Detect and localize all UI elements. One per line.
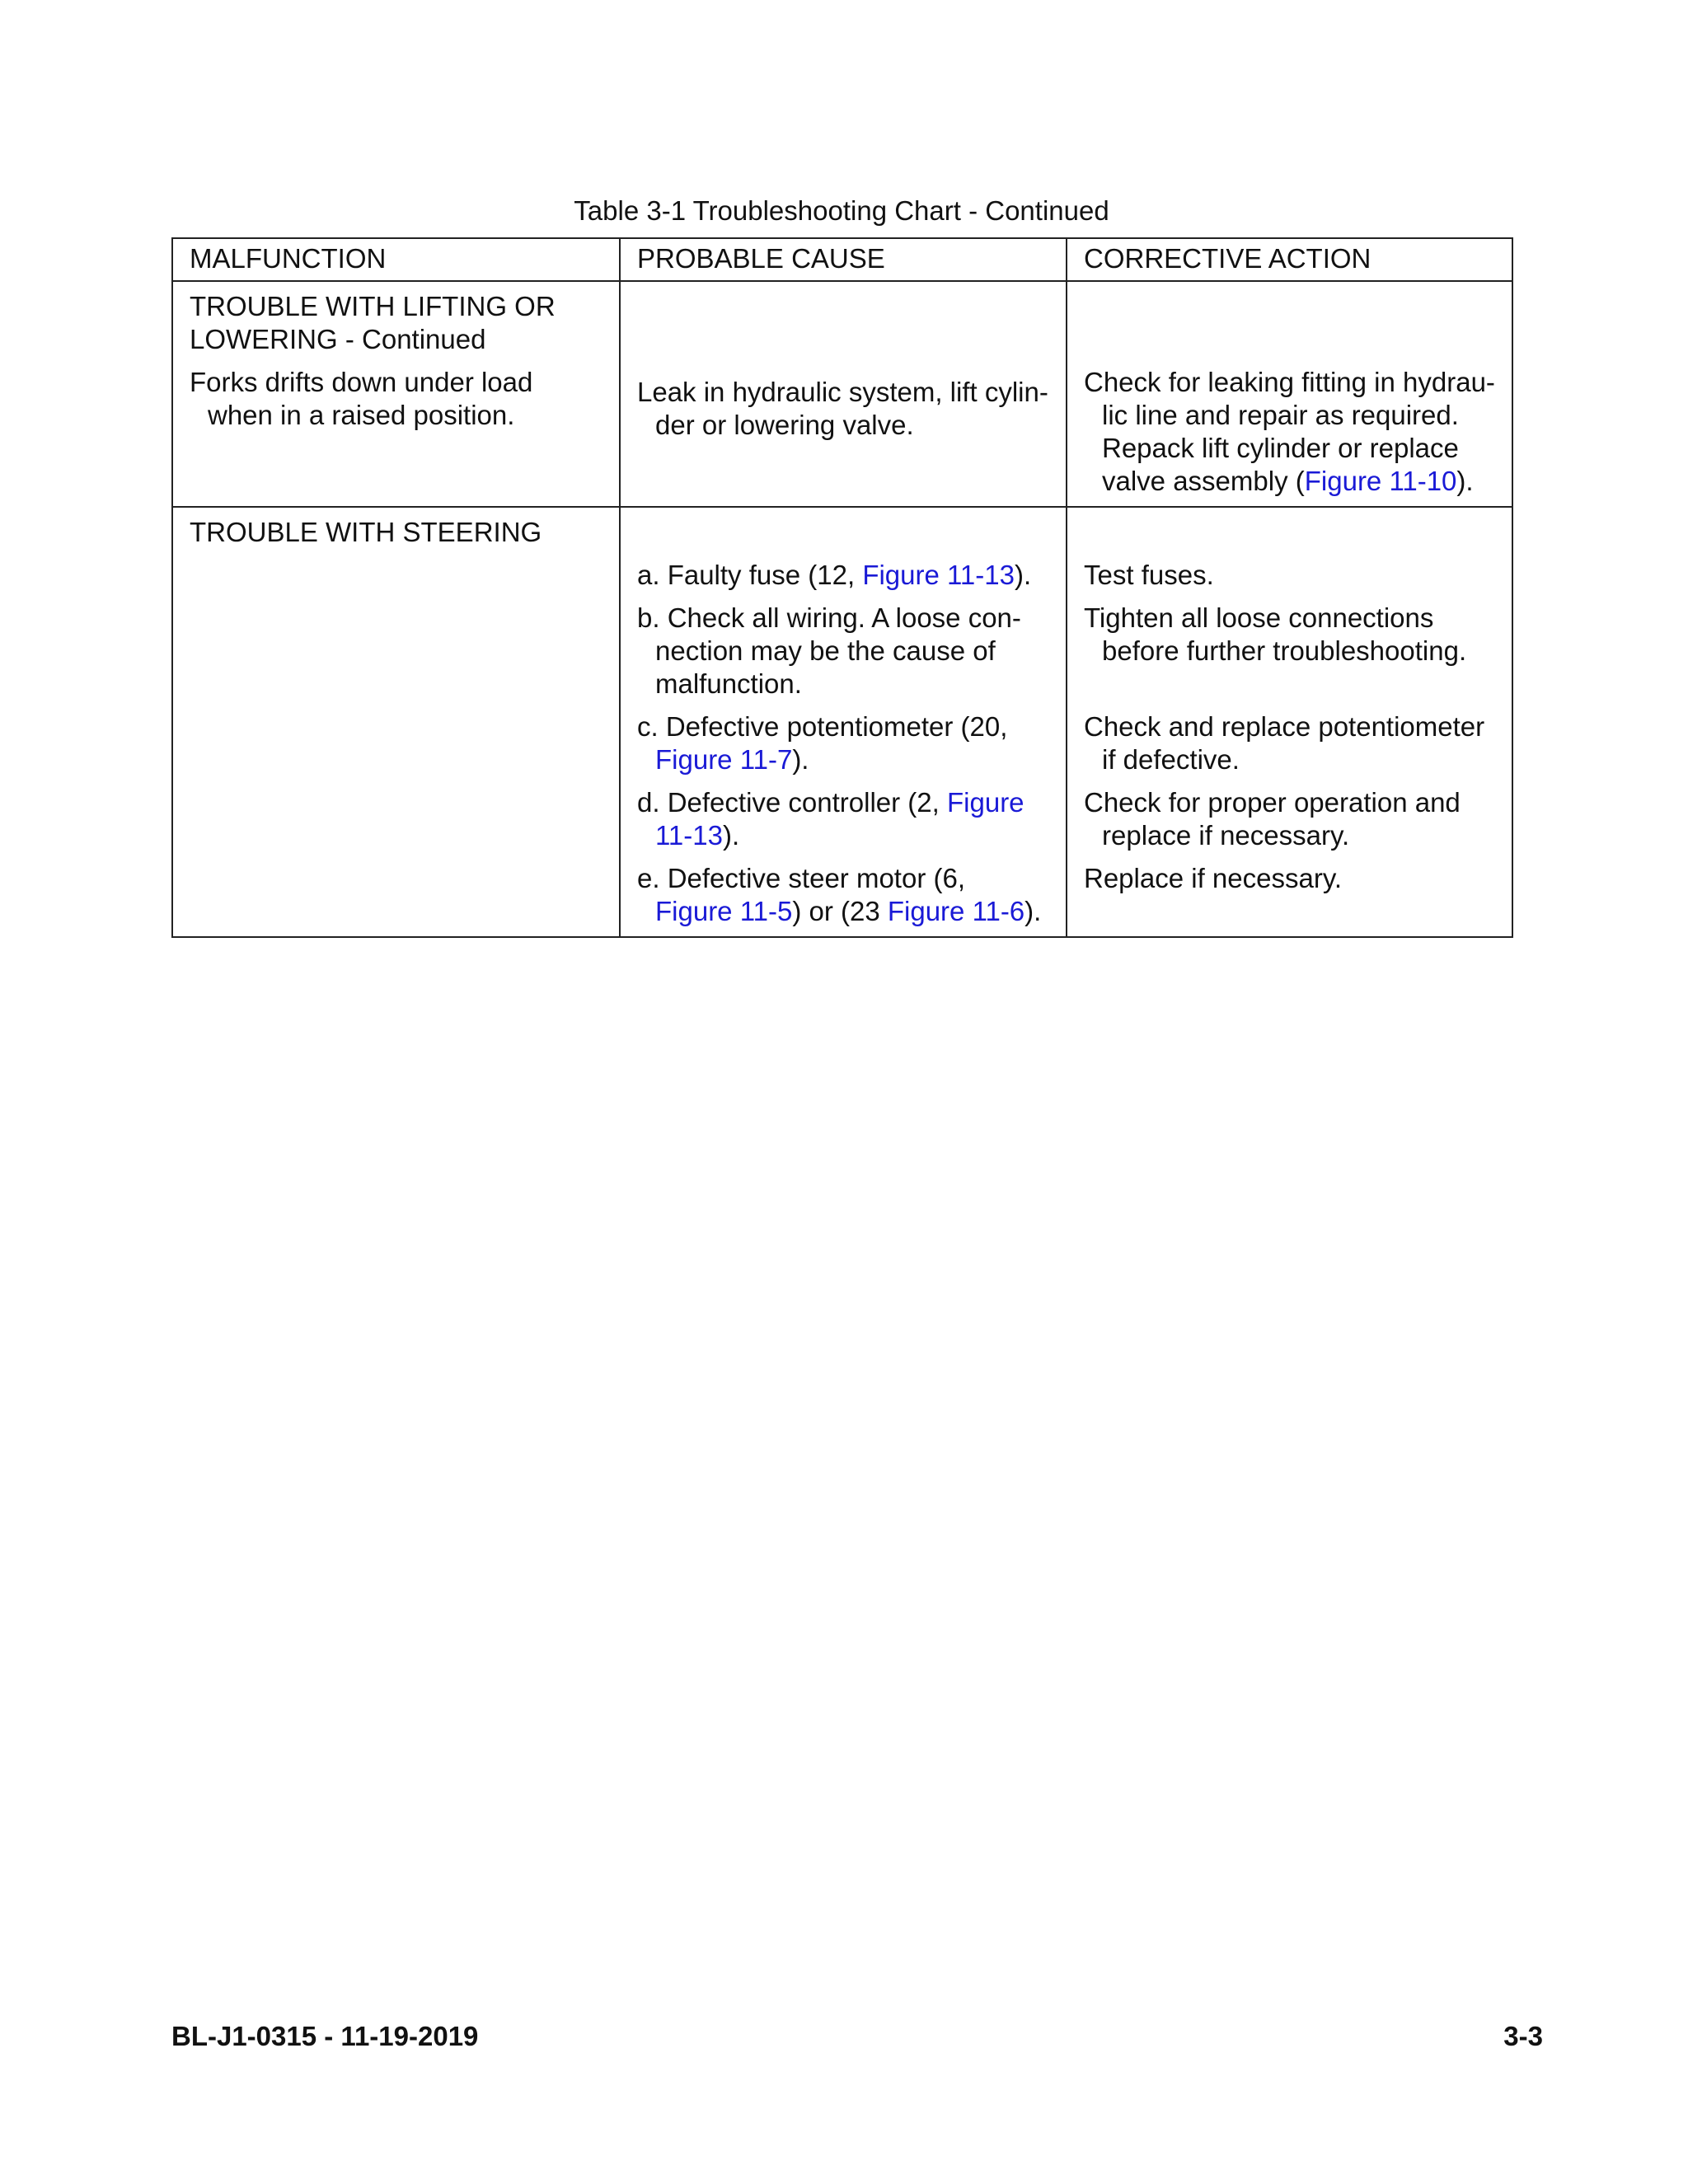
- figure-link[interactable]: Figure 11-13: [655, 787, 1025, 851]
- action-item-d: Check for proper operation and replace if necessary.: [1084, 787, 1461, 851]
- table-caption: Table 3-1 Troubleshooting Chart - Continued: [574, 195, 1109, 226]
- figure-link[interactable]: Figure 11-6: [887, 896, 1025, 926]
- cause-item-b: b. Check all wiring. A loose con-nection may be the cause of malfunction.: [637, 602, 1021, 699]
- action-text: Check for leaking fitting in hydrau-lic line and repair as required. Repack lift cylinder or replace valve assembly (Figure 11-10).: [1084, 367, 1495, 496]
- action-item-a: Test fuses.: [1084, 560, 1214, 590]
- figure-link[interactable]: Figure 11-10: [1304, 466, 1457, 496]
- malfunction-text: Forks drifts down under load when in a raised position.: [190, 367, 533, 430]
- troubleshooting-table: [171, 237, 1513, 938]
- cause-item-d: d. Defective controller (2, Figure 11-13).: [637, 787, 1025, 851]
- footer-doc-id: BL-J1-0315 - 11-19-2019: [171, 2021, 479, 2051]
- cause-item-e: e. Defective steer motor (6, Figure 11-5) or (23 Figure 11-6).: [637, 863, 1042, 926]
- header-malfunction: MALFUNCTION: [172, 238, 620, 281]
- table-row: [172, 281, 1512, 507]
- malfunction-cell: [172, 281, 620, 507]
- action-item-b: Tighten all loose connections before further troubleshooting.: [1084, 602, 1467, 666]
- cause-text: Leak in hydraulic system, lift cylin-der or lowering valve.: [637, 377, 1048, 440]
- header-probable-cause: PROBABLE CAUSE: [620, 238, 1067, 281]
- action-item-e: Replace if necessary.: [1084, 863, 1343, 893]
- footer-page-number: 3-3: [1503, 2021, 1543, 2051]
- action-item-c: Check and replace potentiometer if defective.: [1084, 711, 1485, 775]
- figure-link[interactable]: Figure 11-5: [655, 896, 793, 926]
- cause-cell: [620, 281, 1067, 507]
- table-row: [172, 507, 1512, 937]
- figure-link[interactable]: Figure 11-7: [655, 744, 793, 775]
- action-cell: [1067, 507, 1512, 937]
- section-title-lifting: TROUBLE WITH LIFTING OR LOWERING - Continued: [190, 291, 556, 354]
- cause-item-a: a. Faulty fuse (12, Figure 11-13).: [637, 560, 1032, 590]
- malfunction-cell: [172, 507, 620, 937]
- header-corrective-action: CORRECTIVE ACTION: [1067, 238, 1512, 281]
- figure-link[interactable]: Figure 11-13: [862, 560, 1015, 590]
- header-row: [172, 238, 1512, 281]
- section-title-steering: TROUBLE WITH STEERING: [190, 517, 542, 547]
- cause-cell: [620, 507, 1067, 937]
- action-cell: [1067, 281, 1512, 507]
- cause-item-c: c. Defective potentiometer (20, Figure 11-7).: [637, 711, 1008, 775]
